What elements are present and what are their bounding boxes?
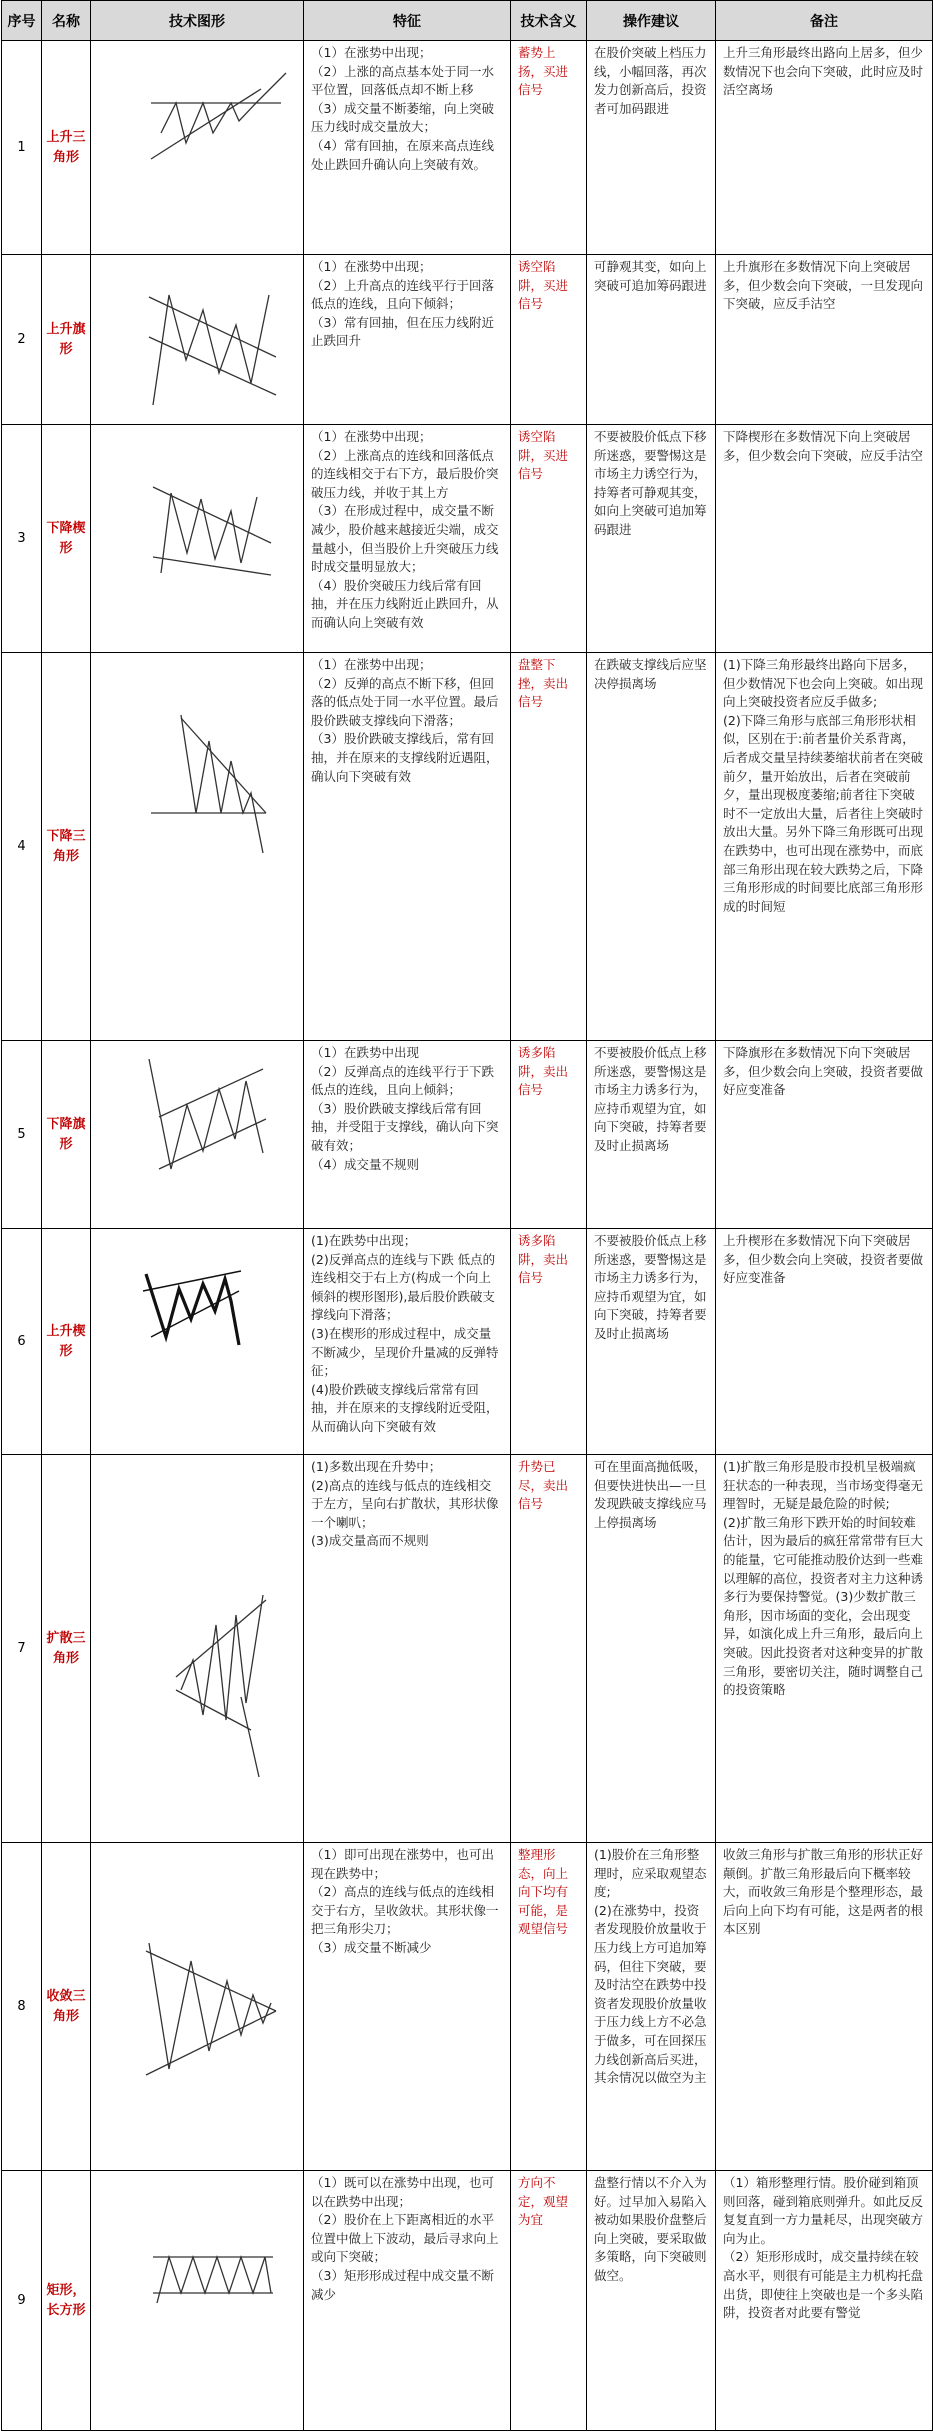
meaning-cell: 诱多陷阱，卖出信号 [511,1229,587,1455]
cell-line: (4)股价跌破支撑线后常常有回抽，并在原来的支撑线附近受阻，从而确认向下突破有效 [311,1381,499,1434]
pattern-figure [91,1229,304,1455]
header-name: 名称 [42,1,91,41]
cell-line: （1）在跌势中出现 [311,1045,419,1060]
cell-line: (2)高点的连线与低点的连线相交于左方，呈向右扩散状，其形状像一个喇叭； [311,1477,499,1530]
falling-wedge-figure [91,425,302,651]
features-cell [304,1041,511,1229]
row-index: 8 [2,1843,42,2171]
pattern-name: 下降三角形 [42,653,91,1041]
notes-cell: 上升楔形在多数情况下向下突破居多，但少数会向上突破，投资者要做好应变准备 [716,1229,933,1455]
pattern-name: 下降旗形 [42,1041,91,1229]
advice-cell: 不要被股价低点上移所迷惑，要警惕这是市场主力诱多行为，应持币观望为宜，如向下突破，持筹者要及时止损离场 [587,1041,716,1229]
row-index: 3 [2,425,42,653]
cell-line: (1)下降三角形最终出路向下居多，但少数情况下也会向上突破。如出现向上突破投资者应反手做多; [723,657,924,710]
cell-line: (3)在楔形的形成过程中，成交量不断减少，呈现价升量减的反弹特征； [311,1325,499,1379]
cell-line: （1）既可以在涨势中出现，也可以在跌势中出现； [311,2175,494,2209]
symmetrical-triangle-figure [91,1843,302,2169]
cell-line: (1)多数出现在升势中； [311,1459,442,1474]
notes-cell: 下降楔形在多数情况下向上突破居多，但少数会向下突破，应反手沽空 [716,425,933,653]
cell-line: （4）成交量不规则 [311,1156,419,1172]
meaning-cell: 升势已尽，卖出信号 [511,1455,587,1843]
header-meaning: 技术含义 [511,1,587,41]
pattern-name: 矩形，长方形 [42,2171,91,2431]
notes-cell: 收敛三角形与扩散三角形的形状正好颠倒。扩散三角形最后向下概率较大，而收敛三角形是个整理形态，最后向上向下均有可能，这是两者的根本区别 [716,1843,933,2171]
pattern-name: 收敛三角形 [42,1843,91,2171]
row-index: 5 [2,1041,42,1229]
cell-line: （1）箱形整理行情。股价碰到箱顶则回落，碰到箱底则弹升。如此反反复复直到一方力量耗尽，出现突破方向为止。 [723,2175,924,2246]
pattern-figure [91,2171,304,2431]
pattern-name: 上升楔形 [42,1229,91,1455]
advice-cell: 在股价突破上档压力线，小幅回落，再次发力创新高后，投资者可加码跟进 [587,41,716,255]
cell-line: （3）在形成过程中，成交量不断减少，股价越来越接近尖端，成交量越小，但当股价上升突破压力线时成交量明显放大； [311,503,499,575]
table-row [2,2171,933,2431]
row-index: 6 [2,1229,42,1455]
bear-flag-figure [91,1041,302,1227]
table-row [2,255,933,425]
cell-line: （3）股价跌破支撑线后，常有回抽，并在原来的支撑线附近遇阻，确认向下突破有效 [311,731,499,784]
cell-line: （1）在涨势中出现； [311,429,432,444]
rising-wedge-figure [91,1229,302,1453]
table-row [2,41,933,255]
row-index: 1 [2,41,42,255]
cell-line: （1）在涨势中出现； [311,45,432,60]
descending-triangle-figure [91,653,302,1039]
advice-cell: 可在里面高抛低吸，但要快进快出—一旦发现跌破支撑线应马上停损离场 [587,1455,716,1843]
pattern-figure [91,41,304,255]
cell-line: (2)在涨势中，投资者发现股价放量收于压力线上方可追加筹码，但往下突破，要及时沽空在跌势中投资者发现股价放量收于压力线上方不必急于做多，可在回探压力线创新高后买进，其余情况以做空为主 [594,1902,707,2086]
pattern-name: 上升旗形 [42,255,91,425]
pattern-figure [91,425,304,653]
cell-line: (1)股价在三角形整理时，应采取观望态度; [594,1847,707,1900]
cell-line: （3）矩形形成过程中成交量不断减少 [311,2267,494,2302]
ascending-triangle-figure [91,41,302,253]
cell-line: （2）高点的连线与低点的连线相交于右方，呈收敛状。其形状像一把三角形尖刀； [311,1884,499,1937]
meaning-cell: 整理形态，向上向下均有可能，是观望信号 [511,1843,587,2171]
cell-line: (1)扩散三角形是股市投机呈极端疯狂状态的一种表现，当市场变得毫无理智时，无疑是最危险的时候; [723,1459,924,1512]
notes-cell [716,2171,933,2431]
pattern-figure [91,255,304,425]
advice-cell [587,1843,716,2171]
notes-cell: 上升三角形最终出路向上居多，但少数情况下也会向下突破，此时应及时活空离场 [716,41,933,255]
pattern-name: 扩散三角形 [42,1455,91,1843]
advice-cell: 不要被股价低点下移所迷惑，要警惕这是市场主力诱空行为，持筹者可静观其变，如向上突破可追加筹码跟进 [587,425,716,653]
row-index: 7 [2,1455,42,1843]
notes-cell [716,653,933,1041]
pattern-name: 上升三角形 [42,41,91,255]
cell-line: （2）上涨高点的连线和回落低点的连线相交于右下方，最后股价突破压力线，并收于其上方 [311,447,499,500]
features-cell [304,1843,511,2171]
table-row [2,1229,933,1455]
cell-line: (1)在跌势中出现； [311,1233,417,1248]
meaning-cell: 方向不定，观望为宜 [511,2171,587,2431]
table-row [2,1843,933,2171]
cell-line: （2）反弹的高点不断下移，但回落的低点处于同一水平位置。最后股价跌破支撑线向下滑落； [311,675,499,728]
advice-cell: 可静观其变，如向上突破可追加筹码跟进 [587,255,716,425]
features-cell [304,425,511,653]
notes-cell: 下降旗形在多数情况下向下突破居多，但少数会向上突破，投资者要做好应变准备 [716,1041,933,1229]
features-cell [304,1455,511,1843]
cell-line: (2)反弹高点的连线与下跌 低点的连线相交于右上方(构成一个向上倾斜的楔形图形),最后股价跌破支撑线向下滑落； [311,1251,496,1323]
cell-line: (3)成交量高而不规则 [311,1533,429,1549]
cell-line: (2)扩散三角形下跌开始的时间较难估计，因为最后的疯狂常常带有巨大的能量，它可能推动股价达到一些难以理解的高位，投资者对主力这种诱多行为要保持警觉。(3)少数扩散三角形，因市场面的变化，会出现变异，如演化成上升三角形，最后向上突破。因此投资者对这种变异的扩散三角形，要密切关注，随时调整自己的投资策略 [723,1514,924,1698]
cell-line: (2)下降三角形与底部三角形形状相似，区别在于:前者量价关系背离，后者成交量呈持续萎缩状前者在突破前夕，量开始放出，后者在突破前夕，量出现极度萎缩;前者往下突破时不一定放出大量，后者往上突破时放出大量。另外下降三角形既可出现在跌势中，也可出现在涨势中，而底部三角形出现在较大跌势之后，下降三角形形成的时间要比底部三角形形成的时间短 [723,712,924,914]
features-cell [304,653,511,1041]
table-row [2,1455,933,1843]
chart-patterns-table [1,0,933,2431]
cell-line: （1）在涨势中出现； [311,259,432,274]
meaning-cell: 蓄势上扬，买进信号 [511,41,587,255]
cell-line: （3）股价跌破支撑线后常有回抽，并受阻于支撑线，确认向下突破有效； [311,1100,499,1153]
row-index: 4 [2,653,42,1041]
pattern-figure [91,1455,304,1843]
features-cell [304,1229,511,1455]
rectangle-figure [91,2171,302,2429]
cell-line: （3）成交量不断减少 [311,1939,432,1955]
meaning-cell: 诱空陷阱，买进信号 [511,255,587,425]
cell-line: （1）在涨势中出现； [311,657,432,672]
cell-line: （3）常有回抽，但在压力线附近止跌回升 [311,314,494,349]
advice-cell: 不要被股价低点上移所迷惑，要警惕这是市场主力诱多行为，应持币观望为宜，如向下突破，持筹者要及时止损离场 [587,1229,716,1455]
features-cell [304,41,511,255]
pattern-figure [91,653,304,1041]
notes-cell: 上升旗形在多数情况下向上突破居多，但少数会向下突破，一旦发现向下突破，应反手沽空 [716,255,933,425]
header-figure: 技术图形 [91,1,304,41]
pattern-figure [91,1041,304,1229]
broadening-triangle-figure [91,1455,302,1841]
features-cell [304,2171,511,2431]
row-index: 9 [2,2171,42,2431]
cell-line: （2）上涨的高点基本处于同一水平位置，回落低点却不断上移 [311,63,494,98]
pattern-figure [91,1843,304,2171]
table-row [2,653,933,1041]
notes-cell [716,1455,933,1843]
cell-line: （4）常有回抽，在原来高点连线处止跌回升确认向上突破有效。 [311,137,494,172]
cell-line: （3）成交量不断萎缩，向上突破压力线时成交量放大； [311,100,494,135]
meaning-cell: 诱空陷阱，买进信号 [511,425,587,653]
header-idx: 序号 [2,1,42,41]
header-row [2,1,933,41]
row-index: 2 [2,255,42,425]
table-row [2,425,933,653]
bull-flag-figure [91,255,302,423]
header-advice: 操作建议 [587,1,716,41]
features-cell [304,255,511,425]
advice-cell: 盘整行情以不介入为好。过早加入易陷入被动如果股价盘整后向上突破，要采取做多策略，向下突破则做空。 [587,2171,716,2431]
header-features: 特征 [304,1,511,41]
cell-line: （2）上升高点的连线平行于回落低点的连线，且向下倾斜； [311,277,494,312]
cell-line: （2）反弹高点的连线平行于下跌低点的连线，且向上倾斜； [311,1063,494,1098]
cell-line: （4）股价突破压力线后常有回抽，并在压力线附近止跌回升，从而确认向上突破有效 [311,577,499,630]
pattern-name: 下降楔形 [42,425,91,653]
table-row [2,1041,933,1229]
cell-line: （1）即可出现在涨势中，也可出现在跌势中； [311,1847,494,1881]
cell-line: （2）股价在上下距离相近的水平位置中做上下波动，最后寻求向上或向下突破； [311,2212,499,2265]
header-notes: 备注 [716,1,933,41]
cell-line: （2）矩形形成时，成交量持续在较高水平，则很有可能是主力机构托盘出货，即使往上突破也是一个多头陷阱，投资者对此要有警觉 [723,2249,924,2321]
meaning-cell: 盘整下挫，卖出信号 [511,653,587,1041]
meaning-cell: 诱多陷阱，卖出信号 [511,1041,587,1229]
advice-cell: 在跌破支撑线后应坚决停损离场 [587,653,716,1041]
